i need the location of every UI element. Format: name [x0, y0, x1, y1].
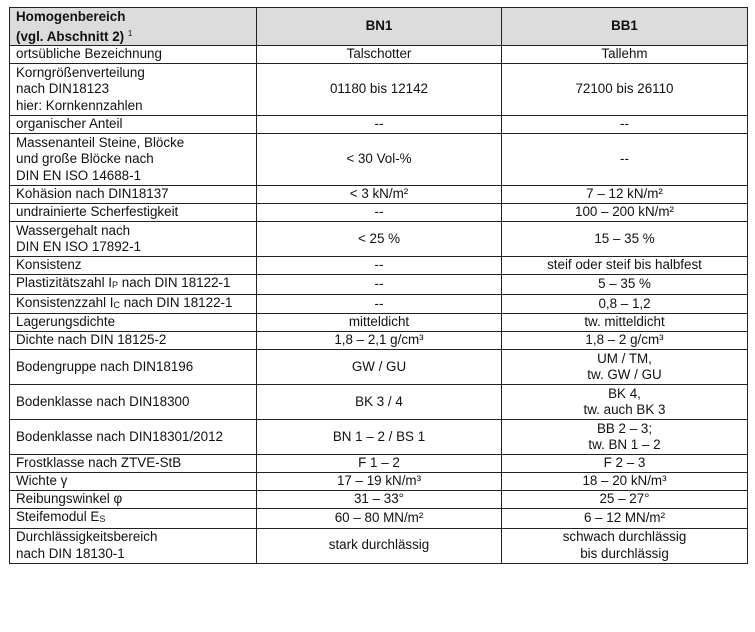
table-row [10, 314, 748, 332]
bb1-value: 6 – 12 MN/m² [502, 509, 748, 529]
bb1-value: schwach durchlässig bis durchlässig [502, 528, 748, 563]
bb1-value: 72100 bis 26110 [502, 64, 748, 116]
bn1-value: GW / GU [257, 350, 502, 385]
bb1-value: -- [502, 134, 748, 186]
bb1-value: 25 – 27° [502, 491, 748, 509]
table-row [10, 491, 748, 509]
bn1-value: mitteldicht [257, 314, 502, 332]
row-label: Wichte γ [10, 473, 257, 491]
bb1-value: F 2 – 3 [502, 455, 748, 473]
bb1-value: 1,8 – 2 g/cm³ [502, 332, 748, 350]
table-row [10, 420, 748, 455]
header-bn1: BN1 [257, 8, 502, 46]
bb1-value: BB 2 – 3; tw. BN 1 – 2 [502, 420, 748, 455]
table-row [10, 385, 748, 420]
table-row [10, 528, 748, 563]
row-label: Bodenklasse nach DIN18301/2012 [10, 420, 257, 455]
bb1-value: Tallehm [502, 46, 748, 64]
bn1-value: < 30 Vol-% [257, 134, 502, 186]
row-label: Massenanteil Steine, Blöcke und große Blöcke nach DIN EN ISO 14688-1 [10, 134, 257, 186]
row-label: Bodenklasse nach DIN18300 [10, 385, 257, 420]
document-page [9, 7, 748, 564]
header-col1-line2: (vgl. Abschnitt 2) [16, 28, 125, 44]
header-bb1: BB1 [502, 8, 748, 46]
bn1-value: -- [257, 294, 502, 314]
row-label: Konsistenz [10, 257, 257, 275]
table-row [10, 116, 748, 134]
table-row [10, 186, 748, 204]
row-label [10, 509, 257, 529]
bn1-value: < 25 % [257, 222, 502, 257]
bn1-value: 01180 bis 12142 [257, 64, 502, 116]
row-label-subscript: C [113, 299, 121, 310]
row-label-subscript: P [112, 280, 119, 290]
bb1-value: tw. mitteldicht [502, 314, 748, 332]
bb1-value: BK 4, tw. auch BK 3 [502, 385, 748, 420]
row-label: Frostklasse nach ZTVE-StB [10, 455, 257, 473]
soil-properties-table [9, 7, 748, 564]
row-label-text: Plastizitätszahl I [16, 275, 113, 290]
bn1-value: -- [257, 204, 502, 222]
table-row [10, 204, 748, 222]
bb1-value: steif oder steif bis halbfest [502, 257, 748, 275]
bb1-value: 15 – 35 % [502, 222, 748, 257]
row-label-text: Steifemodul E [16, 509, 100, 524]
table-row [10, 455, 748, 473]
bn1-value: BN 1 – 2 / BS 1 [257, 420, 502, 455]
row-label: Reibungswinkel φ [10, 491, 257, 509]
bn1-value: 1,8 – 2,1 g/cm³ [257, 332, 502, 350]
table-row [10, 275, 748, 295]
bn1-value: 60 – 80 MN/m² [257, 509, 502, 529]
row-label: Bodengruppe nach DIN18196 [10, 350, 257, 385]
table-row [10, 294, 748, 314]
row-label: ortsübliche Bezeichnung [10, 46, 257, 64]
table-row [10, 46, 748, 64]
bb1-value: 5 – 35 % [502, 275, 748, 295]
bn1-value: 31 – 33° [257, 491, 502, 509]
table-row [10, 509, 748, 529]
row-label [10, 275, 257, 295]
table-row [10, 350, 748, 385]
table-header-row [10, 8, 748, 46]
row-label: Dichte nach DIN 18125-2 [10, 332, 257, 350]
bn1-value: Talschotter [257, 46, 502, 64]
bn1-value: -- [257, 116, 502, 134]
table-row [10, 332, 748, 350]
bb1-value: -- [502, 116, 748, 134]
row-label-text: Konsistenzzahl I [16, 294, 114, 310]
bb1-value: UM / TM, tw. GW / GU [502, 350, 748, 385]
bb1-value: 0,8 – 1,2 [502, 294, 748, 314]
bb1-value: 100 – 200 kN/m² [502, 204, 748, 222]
bn1-value: -- [257, 257, 502, 275]
row-label-suffix: nach DIN 18122-1 [120, 294, 233, 310]
bn1-value: 17 – 19 kN/m³ [257, 473, 502, 491]
header-homogenbereich [10, 8, 257, 46]
row-label: Lagerungsdichte [10, 314, 257, 332]
table-row [10, 134, 748, 186]
row-label [10, 294, 257, 314]
row-label: Korngrößenverteilung nach DIN18123 hier: Kornkennzahlen [10, 64, 257, 116]
row-label: Wassergehalt nach DIN EN ISO 17892-1 [10, 222, 257, 257]
header-col1-line1: Homogenbereich [16, 9, 126, 24]
table-row [10, 257, 748, 275]
row-label: undrainierte Scherfestigkeit [10, 204, 257, 222]
header-footnote-marker: 1 [127, 28, 133, 38]
bn1-value: F 1 – 2 [257, 455, 502, 473]
row-label: organischer Anteil [10, 116, 257, 134]
row-label: Kohäsion nach DIN18137 [10, 186, 257, 204]
table-row [10, 64, 748, 116]
bb1-value: 7 – 12 kN/m² [502, 186, 748, 204]
table-row [10, 473, 748, 491]
bb1-value: 18 – 20 kN/m³ [502, 473, 748, 491]
bn1-value: stark durchlässig [257, 528, 502, 563]
row-label: Durchlässigkeitsbereich nach DIN 18130-1 [10, 528, 257, 563]
bn1-value: -- [257, 275, 502, 295]
bn1-value: BK 3 / 4 [257, 385, 502, 420]
table-row [10, 222, 748, 257]
row-label-subscript: S [99, 514, 106, 524]
bn1-value: < 3 kN/m² [257, 186, 502, 204]
row-label-suffix: nach DIN 18122-1 [118, 275, 231, 290]
